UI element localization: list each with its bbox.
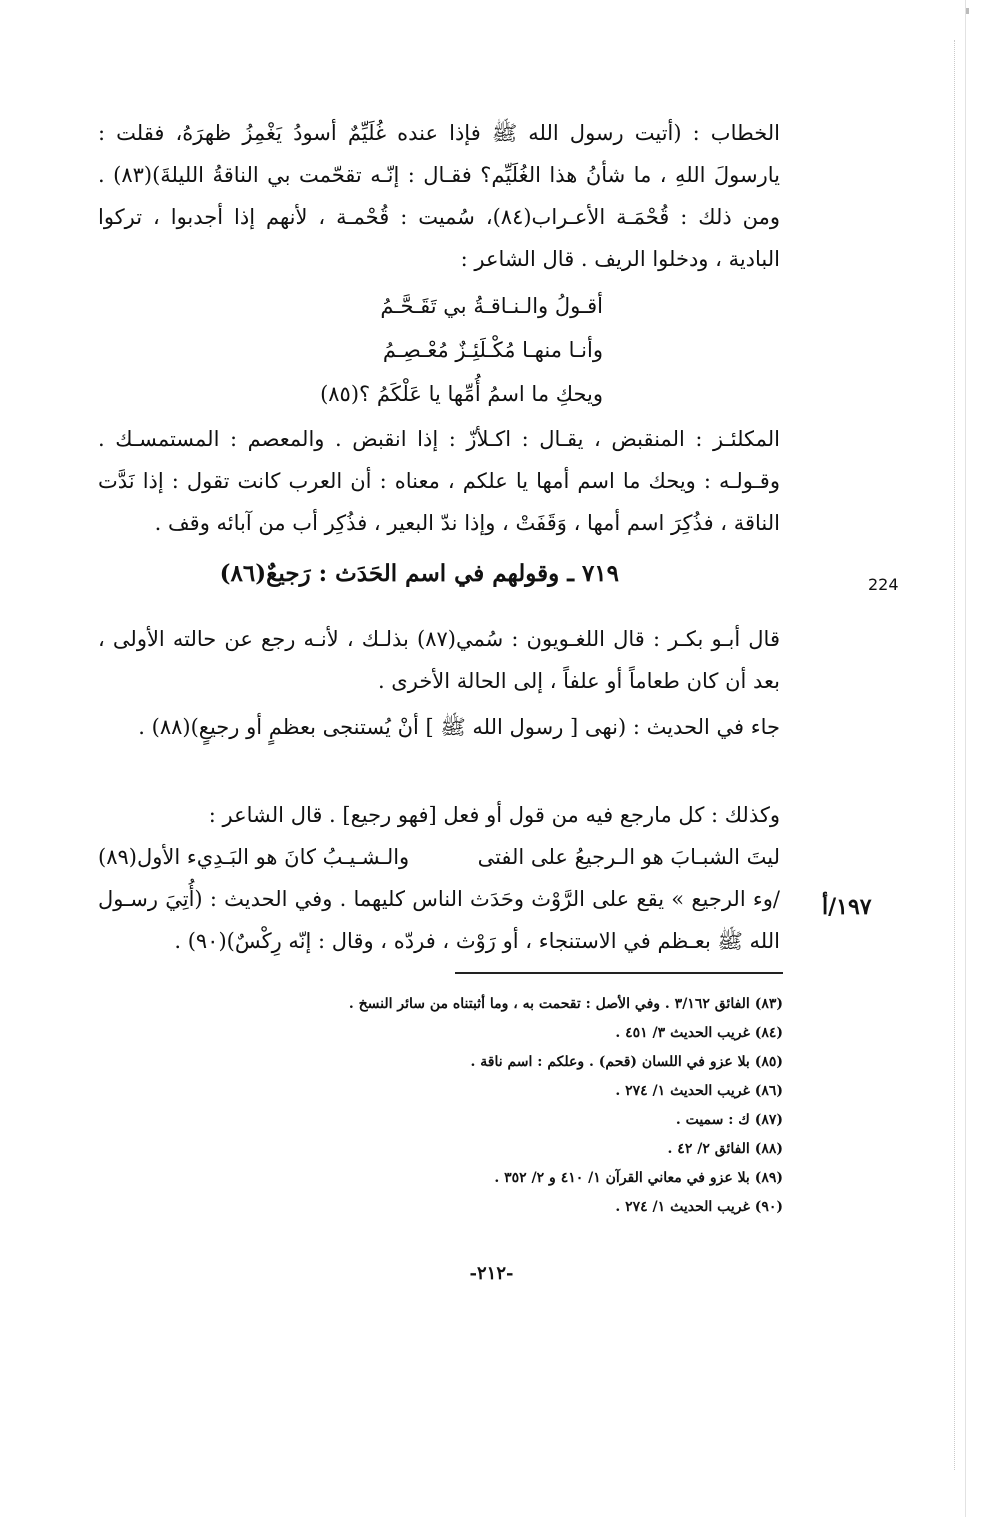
paragraph-hadith: جاء في الحديث : (نهى [ رسول الله ﷺ ] أنْ يُستنجى بعظمٍ أو رجيعٍ)(٨٨) . (138, 715, 780, 739)
margin-page-reference: 224 (868, 575, 899, 594)
verse-line-2: وأنـا منهـا مُكْـلَئِـزٌ مُعْـصِـمُ (382, 338, 603, 362)
footnote-item: (٩٠) غريب الحديث ١/ ٢٧٤ . (615, 1199, 783, 1215)
paragraph-intro: الخطاب : (أتيت رسول الله ﷺ فإذا عنده غُلَيِّمٌ أسودُ يَغْمِزُ ظهرَهُ، فقلت : يارسولَ اللهِ ، ما شأنُ هذا الغُلَيِّم؟ فقـال : إنّـه تقحّمت بي الناقةُ الليلةَ)(٨٣) . ومن ذلك : قُحْمَـة الأعـراب(٨٤)، سُميت : قُحْمـة ، لأنهم إذا أجدبوا ، تركوا البادية ، ودخلوا الريف . قال الشاعر : (98, 121, 781, 271)
section-heading: ٧١٩ ـ وقولهم في اسم الحَدَث : رَجيعٌ(٨٦) (219, 560, 619, 587)
paragraph-rawth: /وء الرجيع » يقع على الرَّوْث وحَدَث الناس كليهما . وفي الحديث : (أُتِيَ رسـول الله ﷺ بعـظم في الاستنجاء ، أو رَوْث ، فردّه ، وقال : إنّه رِكْسٌ)(٩٠) . (98, 887, 780, 953)
footnote-item: (٨٥) بلا عزو في اللسان (قحم) . وعلكم : اسم ناقة . (470, 1054, 783, 1070)
paragraph-commentary: المكلئـز : المنقبض ، يقـال : اكـلأزّ : إذا انقبض . والمعصم : المستمسـك . وقـولـه : ويحك ما اسم أمها يا علكم ، معناه : أن العرب كانت تقول : إذا نَدَّت الناقة ، فذُكِرَ اسم أمها ، وَقَفَتْ ، وإذا ندّ البعير ، فذُكِر أب من آبائه وقف . (98, 427, 780, 535)
footnote-item: (٨٧) ك : سميت . (675, 1112, 783, 1128)
paragraph-poet-intro: وكذلك : كل مارجع فيه من قول أو فعل [فهو رجيع] . قال الشاعر : (208, 803, 780, 827)
footnote-separator (455, 972, 783, 974)
scan-speck (966, 8, 969, 14)
verse-line-1: أقـولُ والـنـاقـةُ بي تَقَـحَّـمُ (380, 294, 603, 318)
footnote-item: (٨٤) غريب الحديث ٣/ ٤٥١ . (615, 1025, 783, 1041)
paragraph-abu-bakr: قال أبـو بكـر : قال اللغـويون : سُمي(٨٧) بذلـك ، لأنـه رجع عن حالته الأولى ، بعد أن كان طعاماً أو علفاً ، إلى الحالة الأخرى . (98, 627, 780, 693)
footnote-item: (٨٦) غريب الحديث ١/ ٢٧٤ . (615, 1083, 783, 1099)
footnote-item: (٨٨) الفائق ٢/ ٤٢ . (667, 1141, 783, 1157)
footnote-item: (٨٩) بلا عزو في معاني القرآن ١/ ٤١٠ و ٢/ ٣٥٢ . (494, 1170, 783, 1186)
poem-second-hemistich: والـشـيـبُ كانَ هو البَـدِيء الأول(٨٩) (98, 845, 410, 869)
poem-first-hemistich: ليتَ الشبـابَ هو الـرجيعُ على الفتى (477, 845, 780, 869)
verse-line-3: ويحكِ ما اسمُ أُمِّها يا عَلْكَمُ ؟(٨٥) (320, 382, 603, 406)
page-number: -٢١٢- (469, 1263, 514, 1284)
scan-edge-line (965, 0, 966, 1517)
footnotes-list (223, 990, 783, 1222)
scan-edge-line (954, 40, 955, 1470)
manuscript-folio-marker: ١٩٧/أ (822, 894, 872, 920)
footnote-item: (٨٣) الفائق ٣/١٦٢ . وفي الأصل : تقحمت به ، وما أثبتناه من سائر النسخ . (348, 996, 783, 1012)
poem-couplet (98, 836, 780, 878)
